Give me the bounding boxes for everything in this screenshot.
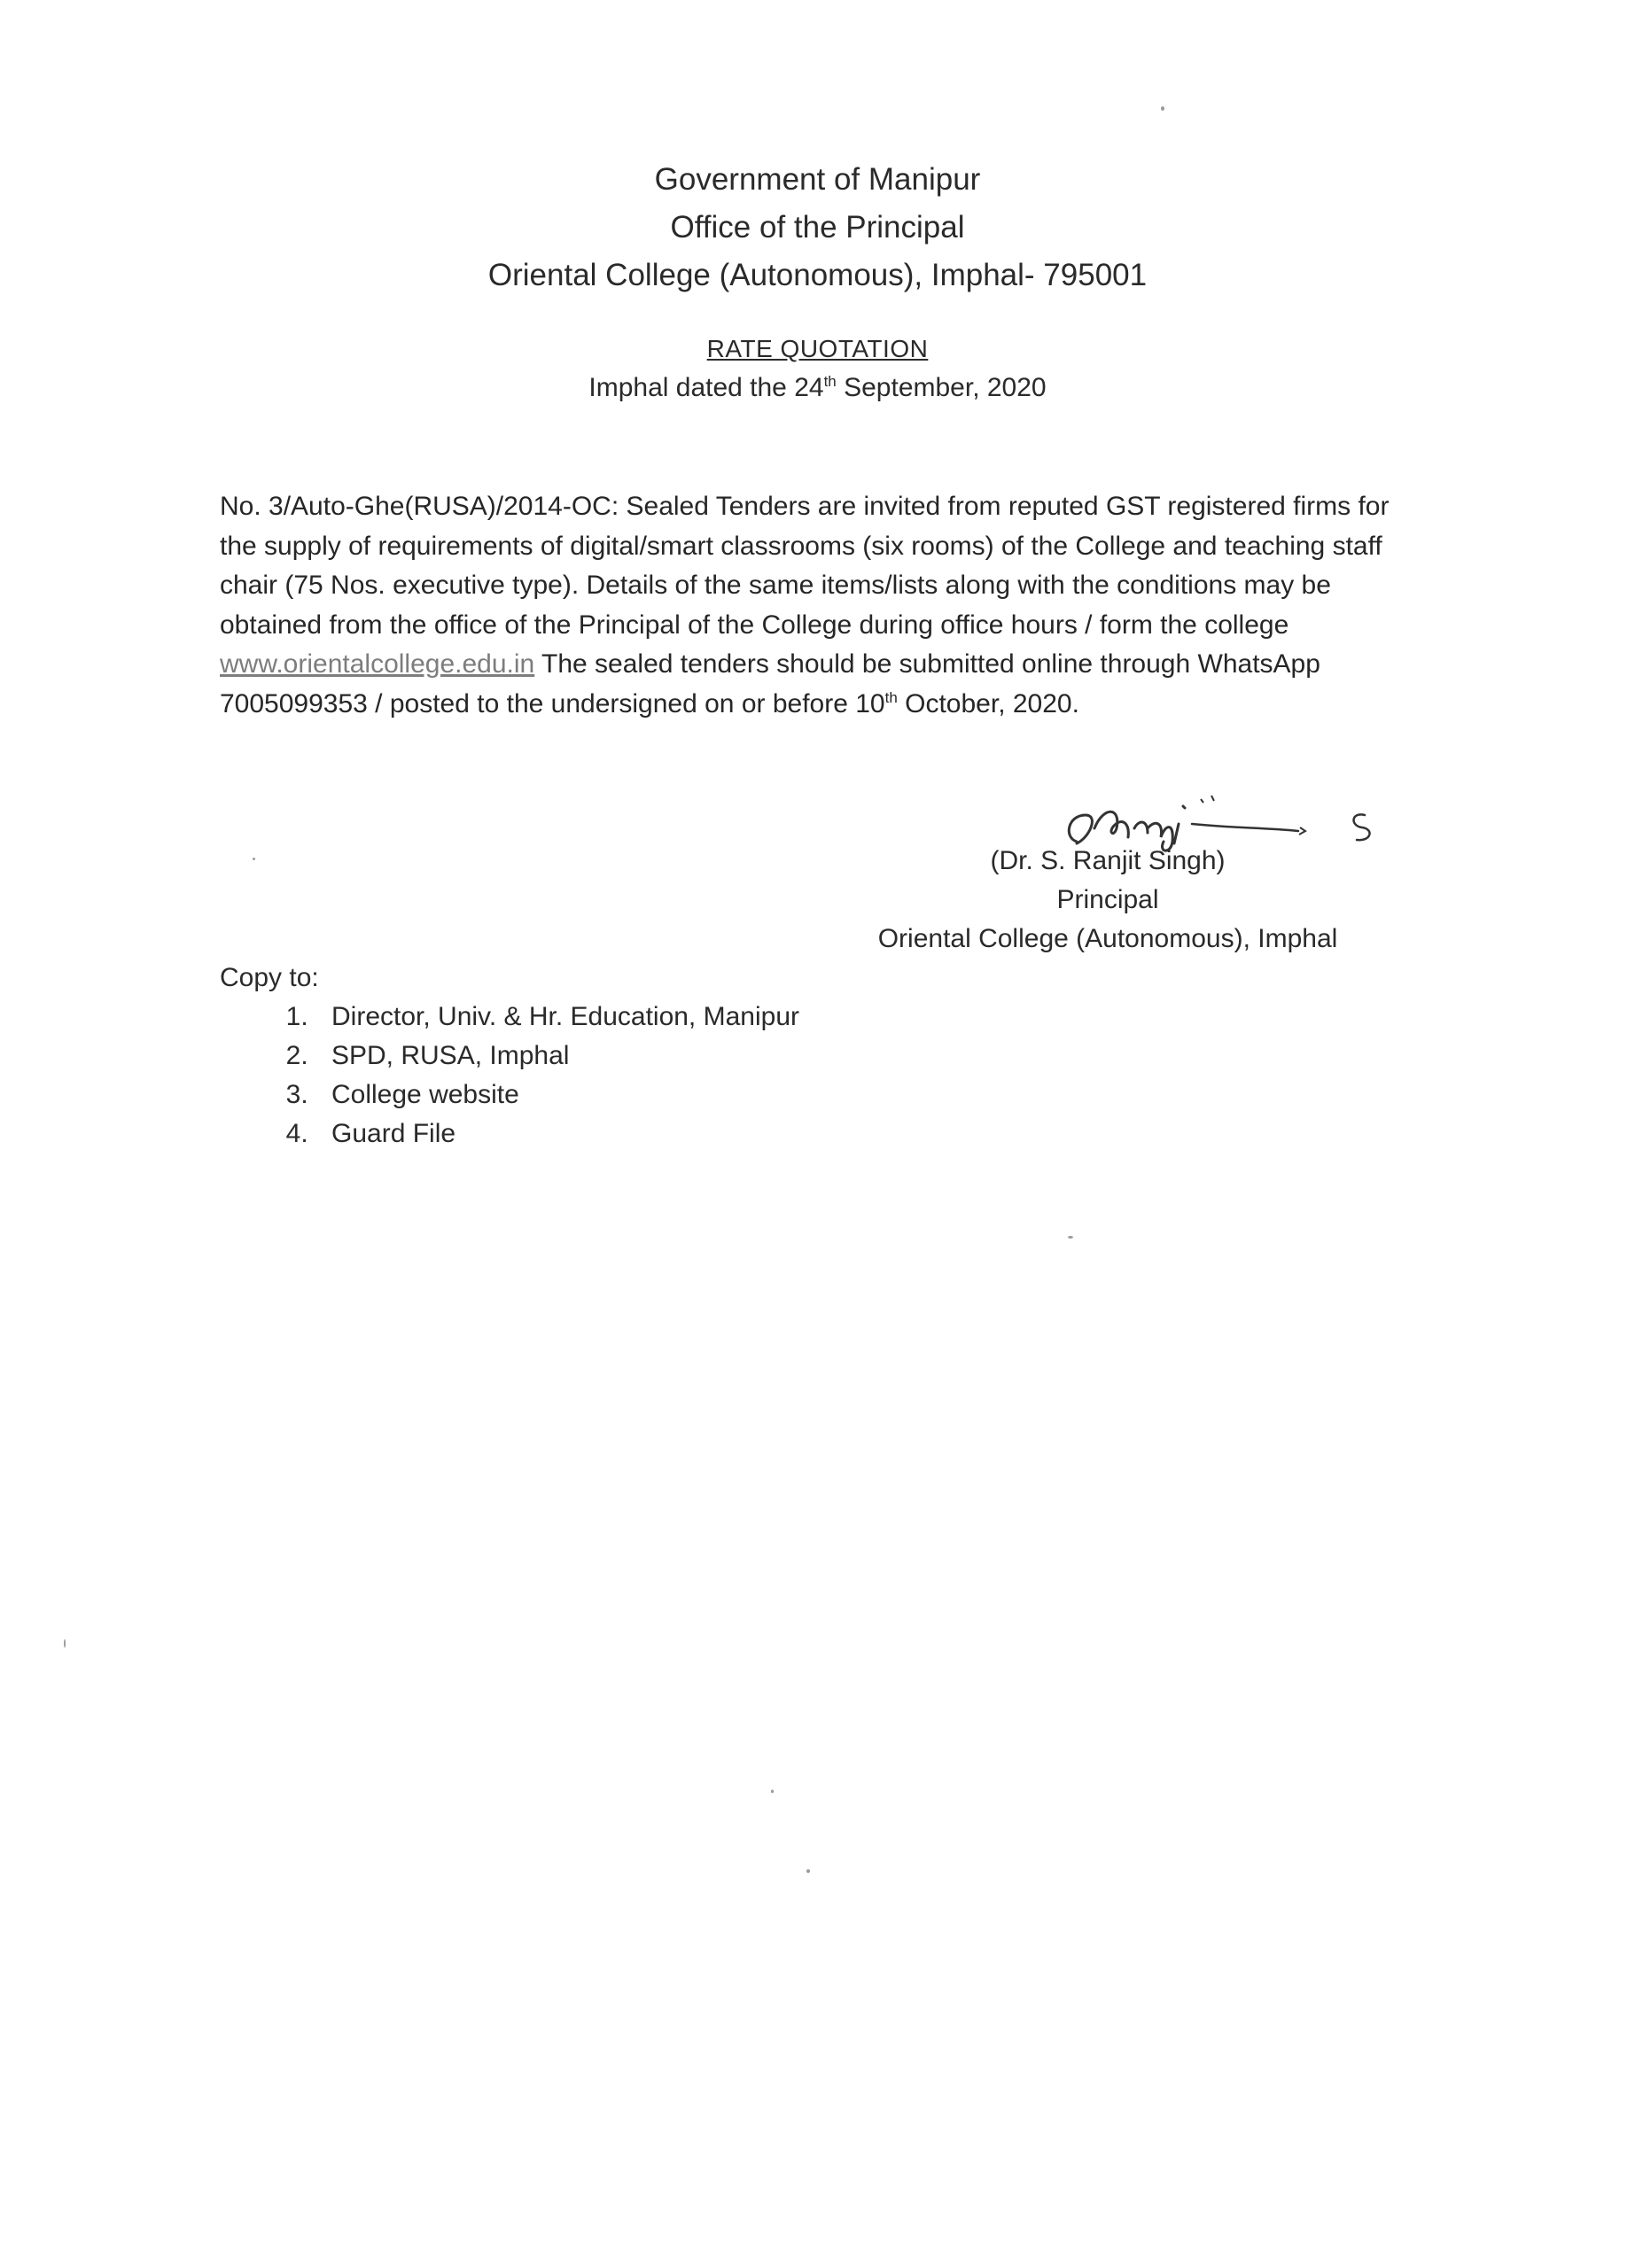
scan-speck	[806, 1869, 810, 1873]
notice-paragraph	[220, 487, 1425, 724]
scan-speck	[1068, 1236, 1073, 1239]
document-title: RATE QUOTATION	[706, 335, 929, 362]
date-suffix: September, 2020	[836, 373, 1047, 402]
signatory-organization: Oriental College (Autonomous), Imphal	[877, 924, 1338, 953]
copy-to-list	[220, 998, 799, 1153]
notice-text-part2: The sealed tenders should be submitted online through WhatsApp 7005099353 / posted to the undersigned on or before 10	[220, 649, 1320, 718]
copy-to-item: 4. Guard File	[315, 1115, 799, 1153]
copy-to-label: Copy to:	[220, 963, 319, 992]
signatory-designation: Principal	[1056, 885, 1159, 914]
document-date	[0, 369, 1635, 408]
signatory-block	[798, 842, 1418, 959]
letterhead-office: Office of the Principal	[670, 210, 965, 245]
scan-speck	[64, 1639, 66, 1648]
date-superscript: th	[823, 373, 837, 390]
copy-to-item: 3. College website	[315, 1076, 799, 1115]
copy-to-section	[220, 959, 799, 1153]
scan-speck	[771, 1790, 774, 1793]
notice-text-part1: No. 3/Auto-Ghe(RUSA)/2014-OC: Sealed Tenders are invited from reputed GST registered firms for the supply of requirements of digital/smart classrooms (six rooms) of the College and teaching staff chair (75 Nos. executive type). Details of the same items/lists along with the conditions may be obtained from the office of the Principal of the College during office hours / form the college	[220, 492, 1390, 640]
deadline-superscript: th	[884, 688, 898, 706]
college-website-link[interactable]: www.orientalcollege.edu.in	[220, 649, 535, 679]
copy-to-item: 2. SPD, RUSA, Imphal	[315, 1037, 799, 1076]
letterhead-government: Government of Manipur	[654, 162, 981, 197]
copy-to-item: 1. Director, Univ. & Hr. Education, Manipur	[315, 998, 799, 1037]
scan-speck	[253, 858, 255, 860]
signatory-name: (Dr. S. Ranjit Singh)	[990, 846, 1226, 875]
date-prefix: Imphal dated the 24	[588, 373, 824, 402]
notice-text-part3: October, 2020.	[897, 688, 1079, 718]
letterhead-college: Oriental College (Autonomous), Imphal- 795001	[487, 258, 1148, 292]
scan-speck	[1161, 106, 1164, 111]
title-block	[0, 330, 1635, 408]
letterhead	[0, 156, 1635, 299]
